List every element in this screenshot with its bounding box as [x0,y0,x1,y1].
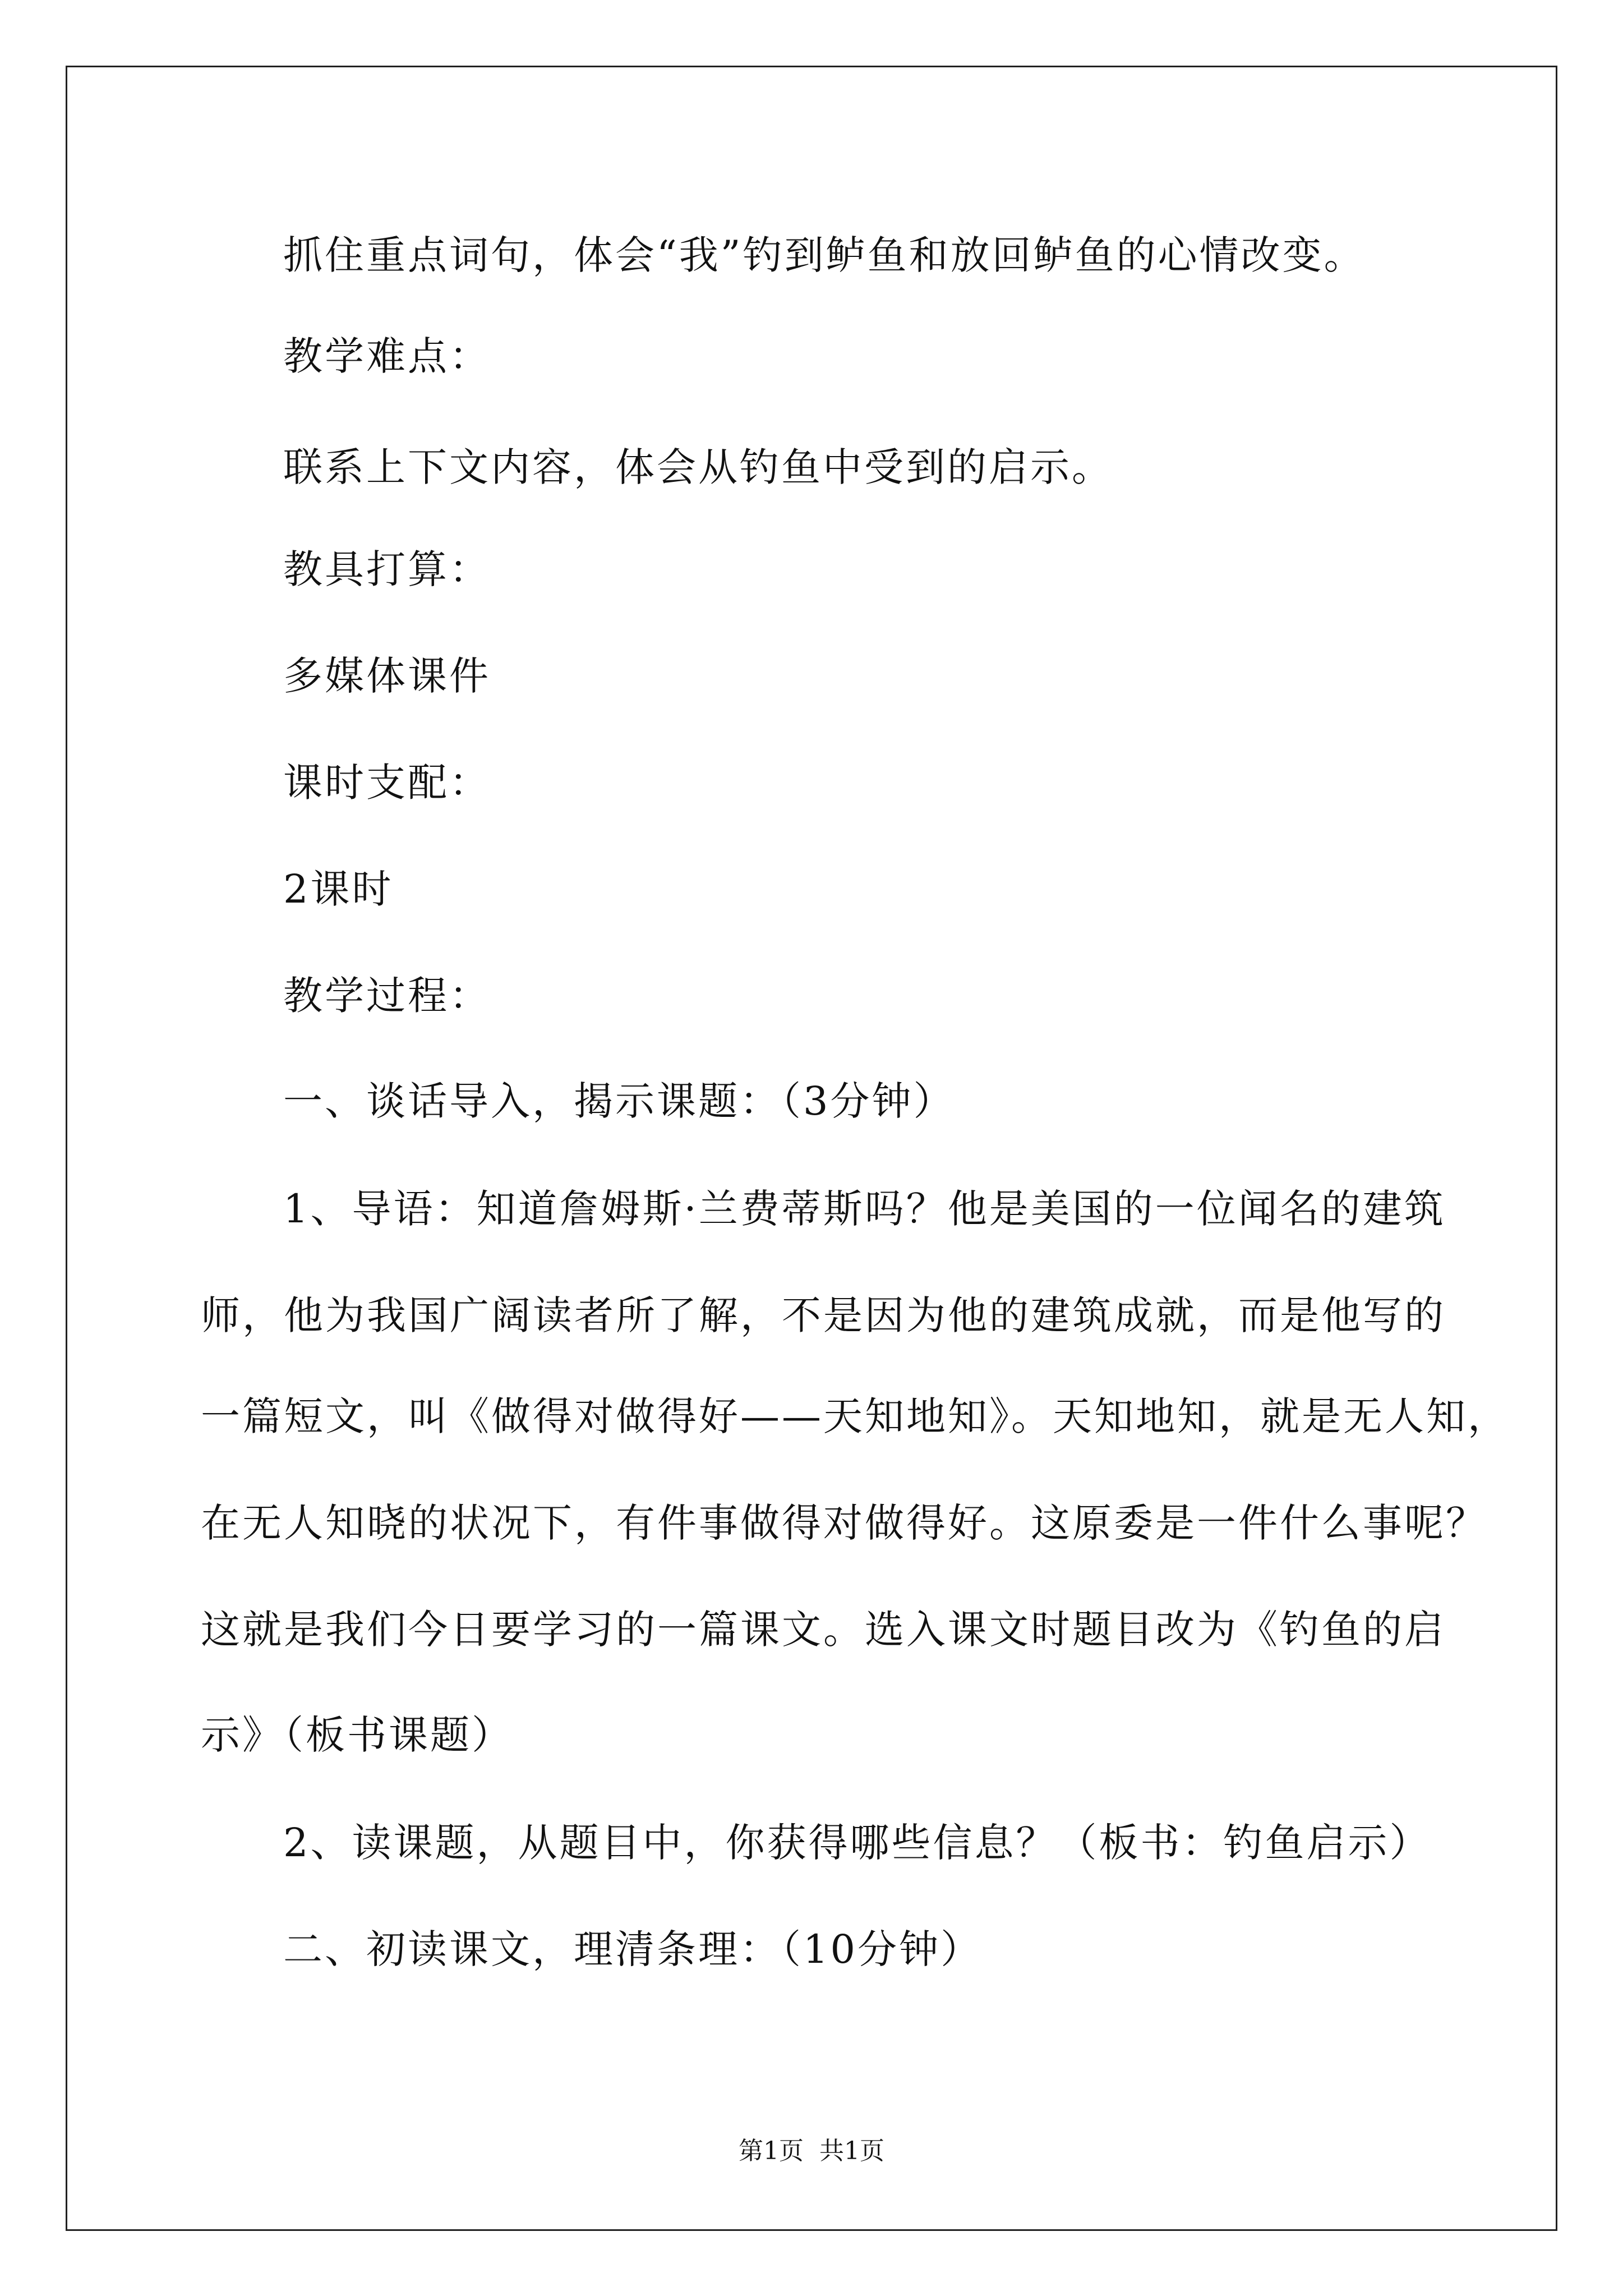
paragraph-class-hours: 2课时 [283,866,394,912]
paragraph-read-title: 2、读课题，从题目中，你获得哪些信息？（板书：钓鱼启示） [283,1820,1431,1866]
page-number-total: 共1页 [819,2137,884,2165]
page-border [66,66,1557,2231]
intro-line-2: 师，他为我国广阔读者所了解，不是因为他的建筑成就，而是他写的 [201,1292,1446,1338]
intro-line-5: 这就是我们今日要学习的一篇课文。选入课文时题目改为《钓鱼的启 [201,1607,1446,1653]
section-heading-two: 二、初读课文，理清条理：（10分钟） [283,1926,983,1972]
section-heading-one: 一、谈话导入，揭示课题：（3分钟） [283,1078,955,1124]
heading-teaching-process: 教学过程： [283,973,491,1019]
intro-line-1: 1、导语：知道詹姆斯·兰费蒂斯吗？他是美国的一位闻名的建筑 [283,1186,1446,1232]
paragraph-difficulty: 联系上下文内容，体会从钓鱼中受到的启示。 [283,444,1113,490]
heading-class-hours: 课时支配： [283,760,491,806]
heading-teaching-difficulty: 教学难点： [283,333,491,379]
intro-line-6: 示》（板书课题） [201,1712,513,1758]
heading-teaching-aids: 教具打算： [283,546,491,592]
paragraph-key-points: 抓住重点词句，体会“我”钓到鲈鱼和放回鲈鱼的心情改变。 [283,232,1366,278]
page-number-current: 第1页 [739,2137,804,2165]
page-footer [0,2134,1623,2168]
intro-line-3: 一篇短文，叫《做得对做得好——天知地知》。天知地知，就是无人知， [201,1393,1509,1439]
intro-line-4: 在无人知晓的状况下，有件事做得对做得好。这原委是一件什么事呢？ [201,1500,1487,1546]
paragraph-teaching-aids: 多媒体课件 [283,653,491,699]
